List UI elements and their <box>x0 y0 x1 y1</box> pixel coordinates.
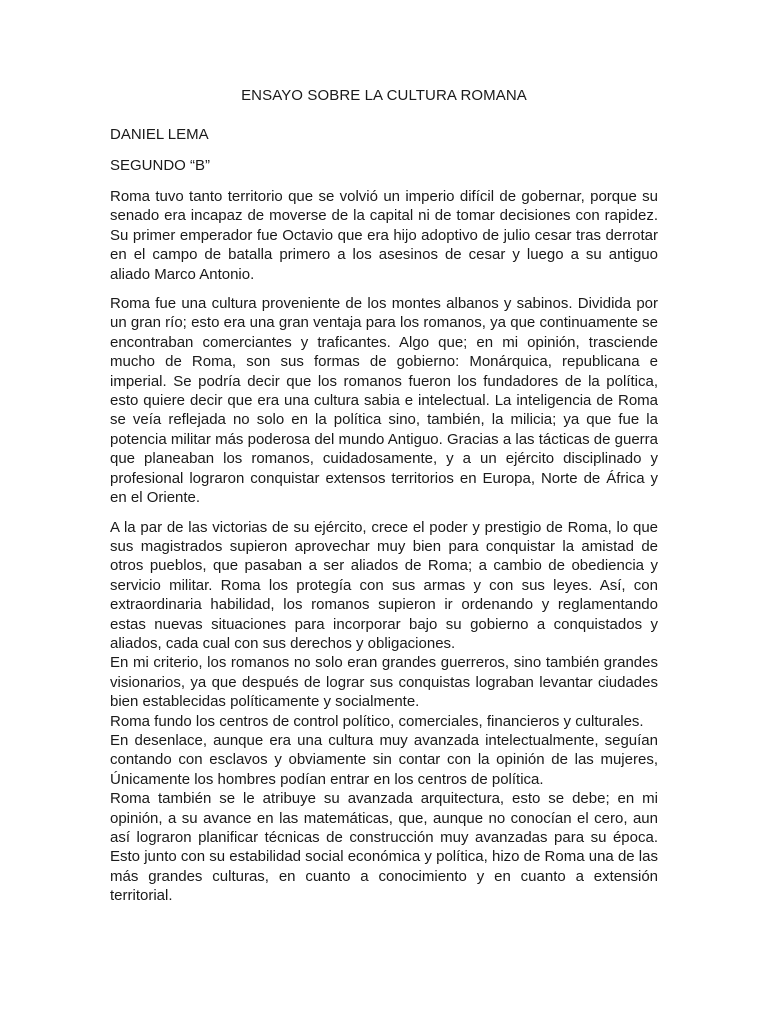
grade-label: SEGUNDO “B” <box>110 157 211 174</box>
paragraph-3 <box>110 518 658 906</box>
paragraph-3-part-4: En desenlace, aunque era una cultura muy avanzada intelectualmente, seguían contando con esclavos y obviamente sin contar con la opinión de las mujeres, Únicamente los hombres podían entrar en los centros de política. <box>110 731 658 788</box>
paragraph-2: Roma fue una cultura proveniente de los montes albanos y sabinos. Dividida por un gran río; esto era una gran ventaja para los romanos, ya que continuamente se encontraban comerciantes y traficantes. Algo que; en mi opinión, trasciende mucho de Roma, son sus formas de gobierno: Monárquica, republicana e imperial. Se podría decir que los romanos fueron los fundadores de la política, esto quiere decir que era una cultura sabia e intelectual. La inteligencia de Roma se veía reflejada no solo en la política sino, también, la milicia; ya que fue la potencia militar más poderosa del mundo Antiguo. Gracias a las tácticas de guerra que planeaban los romanos, cuidadosamente, y a un ejército disciplinado y profesional lograron conquistar extensos territorios en Europa, Norte de África y en el Oriente. <box>110 295 658 507</box>
essay-title: ENSAYO SOBRE LA CULTURA ROMANA <box>241 87 527 104</box>
author-name: DANIEL LEMA <box>110 126 209 143</box>
paragraph-1: Roma tuvo tanto territorio que se volvió un imperio difícil de gobernar, porque su senado era incapaz de moverse de la capital ni de tomar decisiones con rapidez. Su primer emperador fue Octavio que era hijo adoptivo de julio cesar tras derrotar en el campo de batalla primero a los asesinos de cesar y luego a su antiguo aliado Marco Antonio. <box>110 188 658 283</box>
paragraph-3-part-1: A la par de las victorias de su ejército, crece el poder y prestigio de Roma, lo que sus magistrados supieron aprovechar muy bien para conquistar la amistad de otros pueblos, que pasaban a ser aliados de Roma; a cambio de obediencia y servicio militar. Roma los protegía con sus armas y con sus leyes. Así, con extraordinaria habilidad, los romanos supieron ir ordenando y reglamentando estas nuevas situaciones para incorporar bajo su gobierno a conquistados y aliados, cada cual con sus derechos y obligaciones. <box>110 518 658 652</box>
paragraph-3-part-5: Roma también se le atribuye su avanzada arquitectura, esto se debe; en mi opinión, a su avance en las matemáticas, que, aunque no conocían el cero, aun así lograron planificar técnicas de construcción muy avanzadas para su época. Esto junto con su estabilidad social económica y política, hizo de Roma una de las más grandes culturas, en cuanto a conocimiento y en cuanto a extensión territorial. <box>110 790 658 905</box>
paragraph-3-part-2: En mi criterio, los romanos no solo eran grandes guerreros, sino también grandes visionarios, ya que después de lograr sus conquistas lograban levantar ciudades bien establecidas políticamente y socialmente. <box>110 654 658 711</box>
paragraph-3-part-3: Roma fundo los centros de control político, comerciales, financieros y culturales. <box>110 712 644 730</box>
